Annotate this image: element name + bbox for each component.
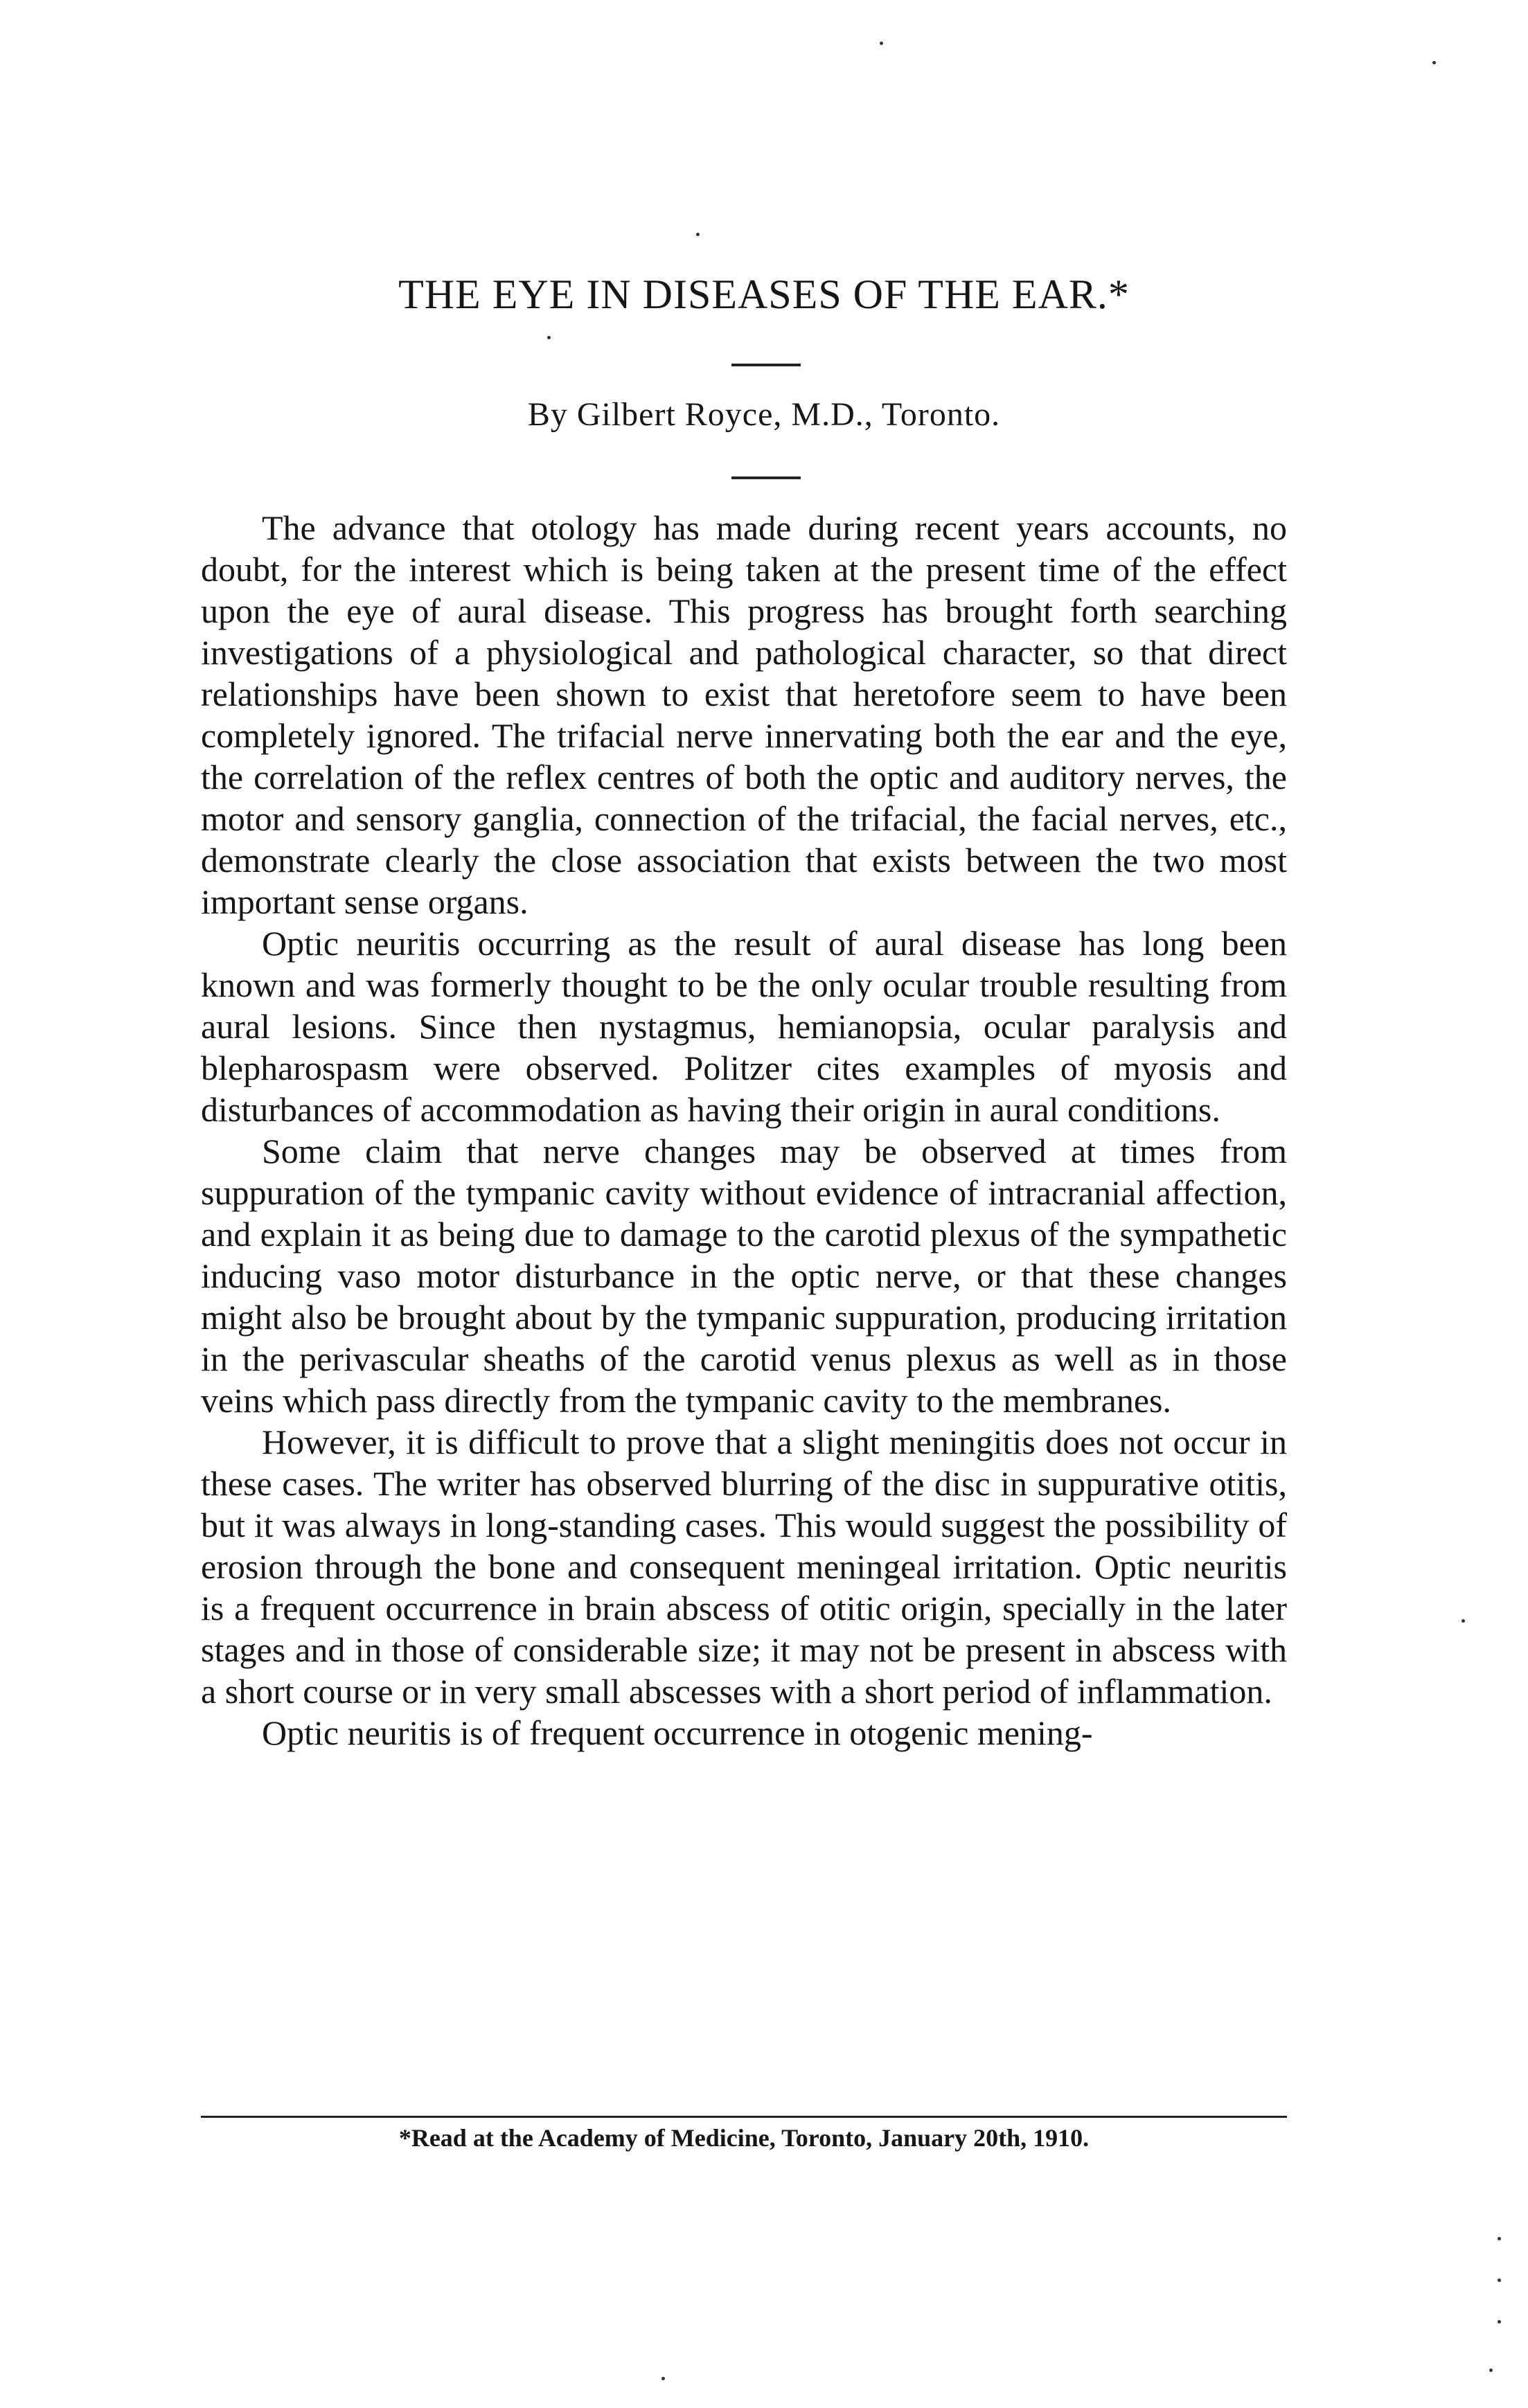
paragraph: Some claim that nerve changes may be observed at times from suppuration of the tympanic cavity without evidence of intracranial affection, and explain it as being due to damage to the carotid plexus of the sympathetic inducing vaso motor disturbance in the optic nerve, or that these changes might also be brought about by the tympanic suppuration, producing irritation in the perivascular sheaths of the carotid venus plexus as well as in those veins which pass directly from the tympanic cavity to the membranes. bbox=[201, 1132, 1287, 1420]
scan-speck bbox=[1432, 61, 1436, 64]
paragraph: The advance that otology has made during recent years accounts, no doubt, for the interest which is being taken at the present time of the effect upon the eye of aural disease. This progress has brought forth searching investigations of a physiological and pathological character, so that direct relationships have been shown to exist that heretofore seem to have been completely ignored. The trifacial nerve innervating both the ear and the eye, the correlation of the reflex centres of both the optic and auditory nerves, the motor and sensory ganglia, connection of the trifacial, the facial nerves, etc., demonstrate clearly the close association that exists between the two most important sense organs. bbox=[201, 508, 1287, 921]
author-byline: By Gilbert Royce, M.D., Toronto. bbox=[527, 396, 1001, 433]
paragraph: However, it is difficult to prove that a slight meningitis does not occur in these cases. The writer has observed blurring of the disc in suppurative otitis, but it was always in long-standing cases. This would suggest the possibility of erosion through the bone and consequent meningeal irritation. Optic neuritis is a frequent occurrence in brain abscess of otitic origin, specially in the later stages and in those of considerable size; it may not be present in abscess with a short course or in very small abscesses with a short period of inflammation. bbox=[201, 1422, 1287, 1711]
scan-speck bbox=[661, 2377, 665, 2380]
scan-speck bbox=[1498, 2278, 1501, 2282]
footnote-divider bbox=[201, 2116, 1287, 2118]
scan-speck bbox=[1498, 2320, 1501, 2324]
article-title: THE EYE IN DISEASES OF THE EAR.* bbox=[398, 271, 1130, 317]
paragraph: Optic neuritis occurring as the result of aural disease has long been known and was formerly thought to be the only ocular trouble resulting from aural lesions. Since then nystagmus, hemianopsia, ocular paralysis and blepharospasm were observed. Politzer cites examples of myosis and disturbances of accommodation as having their origin in aural conditions. bbox=[201, 924, 1287, 1129]
title-divider bbox=[731, 364, 801, 366]
paragraph: Optic neuritis is of frequent occurrence in otogenic mening- bbox=[262, 1713, 1093, 1752]
scan-speck bbox=[880, 42, 883, 45]
scan-speck bbox=[696, 233, 700, 236]
scan-speck bbox=[1489, 2369, 1493, 2372]
scan-speck bbox=[1498, 2237, 1501, 2240]
scan-speck bbox=[547, 336, 551, 339]
scan-speck bbox=[1462, 1619, 1465, 1623]
article-body bbox=[201, 507, 1287, 1754]
byline-divider bbox=[731, 476, 801, 479]
footnote: *Read at the Academy of Medicine, Toronto, January 20th, 1910. bbox=[398, 2124, 1090, 2152]
